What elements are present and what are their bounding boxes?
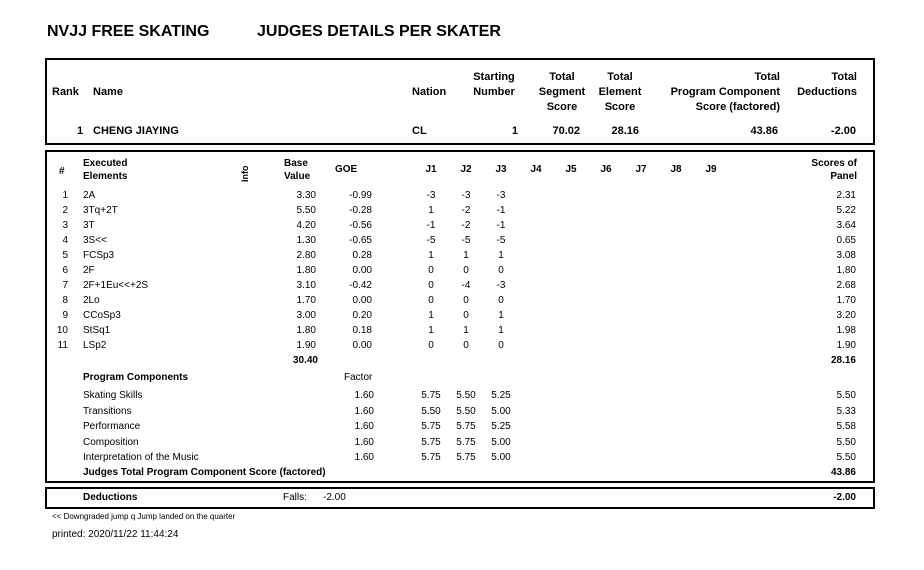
components-total: 43.86 (830, 467, 856, 478)
element-goe: 0.00 (352, 340, 372, 351)
component-factor: 1.60 (354, 421, 374, 432)
legend: << Downgraded jump q Jump landed on the quarter (52, 512, 236, 521)
element-score: 1.90 (836, 340, 856, 351)
judge-mark: 0 (428, 295, 434, 306)
component-row (0, 451, 924, 465)
component-name: Performance (83, 421, 141, 432)
judge-mark: -3 (426, 190, 436, 201)
event-title: NVJJ FREE SKATING (47, 23, 210, 40)
element-row (0, 309, 924, 323)
element-row (0, 219, 924, 233)
element-score: 1.70 (836, 295, 856, 306)
component-score: 5.50 (836, 452, 856, 463)
judge-header: J9 (705, 164, 717, 175)
judge-header: J2 (460, 164, 472, 175)
judge-mark: 0 (463, 340, 469, 351)
component-row (0, 405, 924, 419)
judge-mark: -1 (426, 220, 436, 231)
judge-mark: 1 (428, 250, 434, 261)
element-row (0, 249, 924, 263)
component-row (0, 436, 924, 450)
element-num: 2 (62, 205, 68, 216)
judge-mark: -3 (496, 190, 506, 201)
element-num: 11 (57, 340, 68, 351)
element-num: 5 (62, 250, 68, 261)
deductions-box (45, 487, 875, 509)
judge-header: J7 (635, 164, 647, 175)
element-num: 3 (62, 220, 68, 231)
falls-label: Falls: (283, 492, 307, 503)
judge-mark: 1 (428, 325, 434, 336)
judge-mark: -4 (461, 280, 471, 291)
element-base: 5.50 (296, 205, 316, 216)
components-title: Program Components (83, 372, 189, 383)
component-score: 5.33 (836, 405, 856, 417)
tes-header: Total Element Score (598, 71, 642, 113)
summary-tes: 28.16 (611, 125, 639, 137)
summary-ded: -2.00 (830, 125, 856, 137)
element-score: 1.80 (836, 265, 856, 276)
element-row (0, 234, 924, 248)
element-base: 1.90 (296, 340, 316, 351)
element-row (0, 189, 924, 203)
num-header: # (59, 166, 65, 177)
element-score: 0.65 (836, 235, 856, 246)
element-base: 4.20 (296, 220, 316, 231)
component-score: 5.58 (836, 421, 856, 432)
ded-header: Total Deductions (797, 71, 857, 98)
component-factor: 1.60 (354, 405, 374, 417)
falls-value: -2.00 (323, 492, 346, 503)
summary-tss: 70.02 (552, 125, 580, 137)
skater-nation: CL (412, 125, 427, 137)
element-code: 2F (83, 265, 95, 276)
judge-mark: 0 (498, 265, 504, 276)
component-judge-mark: 5.75 (421, 452, 441, 463)
summary-starting-number: 1 (511, 125, 518, 137)
element-num: 7 (62, 280, 68, 291)
judge-header: J4 (530, 164, 542, 175)
element-row (0, 204, 924, 218)
deductions-total: -2.00 (833, 492, 856, 503)
element-code: 2A (83, 190, 96, 201)
element-base: 1.80 (296, 325, 316, 336)
component-judge-mark: 5.25 (491, 421, 511, 432)
judge-mark: 1 (428, 205, 434, 216)
judge-header: J8 (670, 164, 682, 175)
component-judge-mark: 5.75 (456, 421, 476, 432)
judge-mark: 1 (498, 325, 504, 336)
element-goe: -0.65 (349, 235, 372, 246)
judge-mark: -1 (496, 205, 506, 216)
element-code: 2F+1Eu<<+2S (83, 280, 149, 291)
report-title: JUDGES DETAILS PER SKATER (257, 23, 501, 40)
element-base: 3.10 (296, 280, 316, 291)
component-judge-mark: 5.75 (421, 421, 441, 432)
judge-mark: 0 (428, 340, 434, 351)
deductions-label: Deductions (83, 492, 138, 503)
factor-header: Factor (344, 372, 373, 383)
judge-mark: -3 (496, 280, 506, 291)
judge-mark: -1 (496, 220, 506, 231)
element-code: LSp2 (83, 340, 107, 351)
element-score: 3.08 (836, 250, 856, 261)
judge-mark: 1 (428, 310, 434, 321)
element-num: 6 (62, 265, 68, 276)
component-judge-mark: 5.75 (421, 436, 441, 448)
element-row (0, 294, 924, 308)
element-row (0, 339, 924, 353)
component-factor: 1.60 (354, 390, 374, 401)
element-code: 2Lo (83, 295, 100, 306)
component-judge-mark: 5.00 (491, 452, 511, 463)
info-header: Info (240, 165, 250, 182)
name-header: Name (93, 86, 123, 98)
component-score: 5.50 (836, 436, 856, 448)
pcs-header: Total Program Component Score (factored) (670, 71, 780, 113)
element-code: 3T (83, 220, 95, 231)
component-name: Interpretation of the Music (83, 452, 199, 463)
element-goe: 0.00 (352, 295, 372, 306)
element-num: 1 (62, 190, 68, 201)
element-num: 8 (62, 295, 68, 306)
summary-pcs: 43.86 (750, 125, 778, 137)
judge-header: J5 (565, 164, 577, 175)
rank-header: Rank (52, 86, 79, 98)
element-score: 3.64 (836, 220, 856, 231)
element-score: 1.98 (836, 325, 856, 336)
element-code: CCoSp3 (83, 310, 121, 321)
component-name: Transitions (83, 405, 132, 417)
printed-timestamp: printed: 2020/11/22 11:44:24 (52, 529, 179, 540)
base-value-header: Base Value (284, 158, 311, 182)
element-base: 2.80 (296, 250, 316, 261)
element-num: 4 (62, 235, 68, 246)
judge-mark: -2 (461, 205, 471, 216)
tss-header: Total Segment Score (538, 71, 586, 113)
element-num: 10 (56, 325, 68, 336)
element-base: 1.70 (296, 295, 316, 306)
element-goe: 0.18 (352, 325, 372, 336)
element-score: 2.68 (836, 280, 856, 291)
base-total: 30.40 (292, 355, 318, 366)
element-goe: 0.20 (352, 310, 372, 321)
element-row (0, 279, 924, 293)
component-score: 5.50 (836, 390, 856, 401)
element-base: 3.00 (296, 310, 316, 321)
component-row (0, 420, 924, 434)
judge-header: J6 (600, 164, 612, 175)
element-base: 1.80 (296, 265, 316, 276)
component-judge-mark: 5.75 (456, 452, 476, 463)
element-goe: 0.28 (352, 250, 372, 261)
element-code: StSq1 (83, 325, 111, 336)
component-judge-mark: 5.00 (491, 436, 511, 448)
judge-mark: -5 (426, 235, 436, 246)
judge-mark: 0 (463, 265, 469, 276)
element-score: 5.22 (836, 205, 856, 216)
judge-mark: 0 (498, 340, 504, 351)
element-goe: 0.00 (352, 265, 372, 276)
component-judge-mark: 5.75 (456, 436, 476, 448)
component-judge-mark: 5.50 (456, 390, 476, 401)
element-base: 1.30 (296, 235, 316, 246)
judge-mark: 1 (498, 310, 504, 321)
goe-header: GOE (335, 164, 358, 175)
element-score: 3.20 (836, 310, 856, 321)
judge-mark: 0 (428, 265, 434, 276)
element-code: 3S<< (83, 235, 107, 246)
elements-score-total: 28.16 (830, 355, 856, 366)
component-factor: 1.60 (354, 436, 374, 448)
element-goe: -0.28 (349, 205, 372, 216)
judge-mark: -3 (461, 190, 471, 201)
executed-header: Executed Elements (83, 158, 128, 182)
component-judge-mark: 5.25 (491, 390, 511, 401)
element-code: 3Tq+2T (83, 205, 118, 216)
element-goe: -0.99 (349, 190, 372, 201)
judge-mark: 1 (463, 250, 469, 261)
component-factor: 1.60 (354, 452, 374, 463)
judge-mark: 0 (463, 310, 469, 321)
element-base: 3.30 (296, 190, 316, 201)
component-row (0, 389, 924, 403)
judge-mark: -5 (461, 235, 471, 246)
component-judge-mark: 5.00 (491, 405, 511, 417)
component-name: Skating Skills (83, 390, 143, 401)
element-num: 9 (62, 310, 68, 321)
judge-header: J3 (495, 164, 507, 175)
starting-number-header: Starting Number (473, 71, 515, 98)
skater-name: CHENG JIAYING (93, 125, 179, 137)
element-goe: -0.56 (349, 220, 372, 231)
component-name: Composition (83, 436, 139, 448)
judge-mark: -5 (496, 235, 506, 246)
judge-mark: 0 (463, 295, 469, 306)
judge-mark: 1 (463, 325, 469, 336)
scores-header: Scores of Panel (811, 158, 857, 182)
element-goe: -0.42 (349, 280, 372, 291)
judge-mark: 0 (428, 280, 434, 291)
element-score: 2.31 (836, 190, 856, 201)
judge-mark: 1 (498, 250, 504, 261)
element-code: FCSp3 (83, 250, 115, 261)
element-row (0, 264, 924, 278)
component-judge-mark: 5.50 (421, 405, 441, 417)
judge-mark: 0 (498, 295, 504, 306)
nation-header: Nation (412, 86, 447, 98)
judge-header: J1 (425, 164, 437, 175)
element-row (0, 324, 924, 338)
component-judge-mark: 5.75 (421, 390, 441, 401)
components-total-label: Judges Total Program Component Score (factored) (83, 467, 326, 478)
judge-mark: -2 (461, 220, 471, 231)
summary-rank: 1 (77, 125, 84, 137)
component-judge-mark: 5.50 (456, 405, 476, 417)
